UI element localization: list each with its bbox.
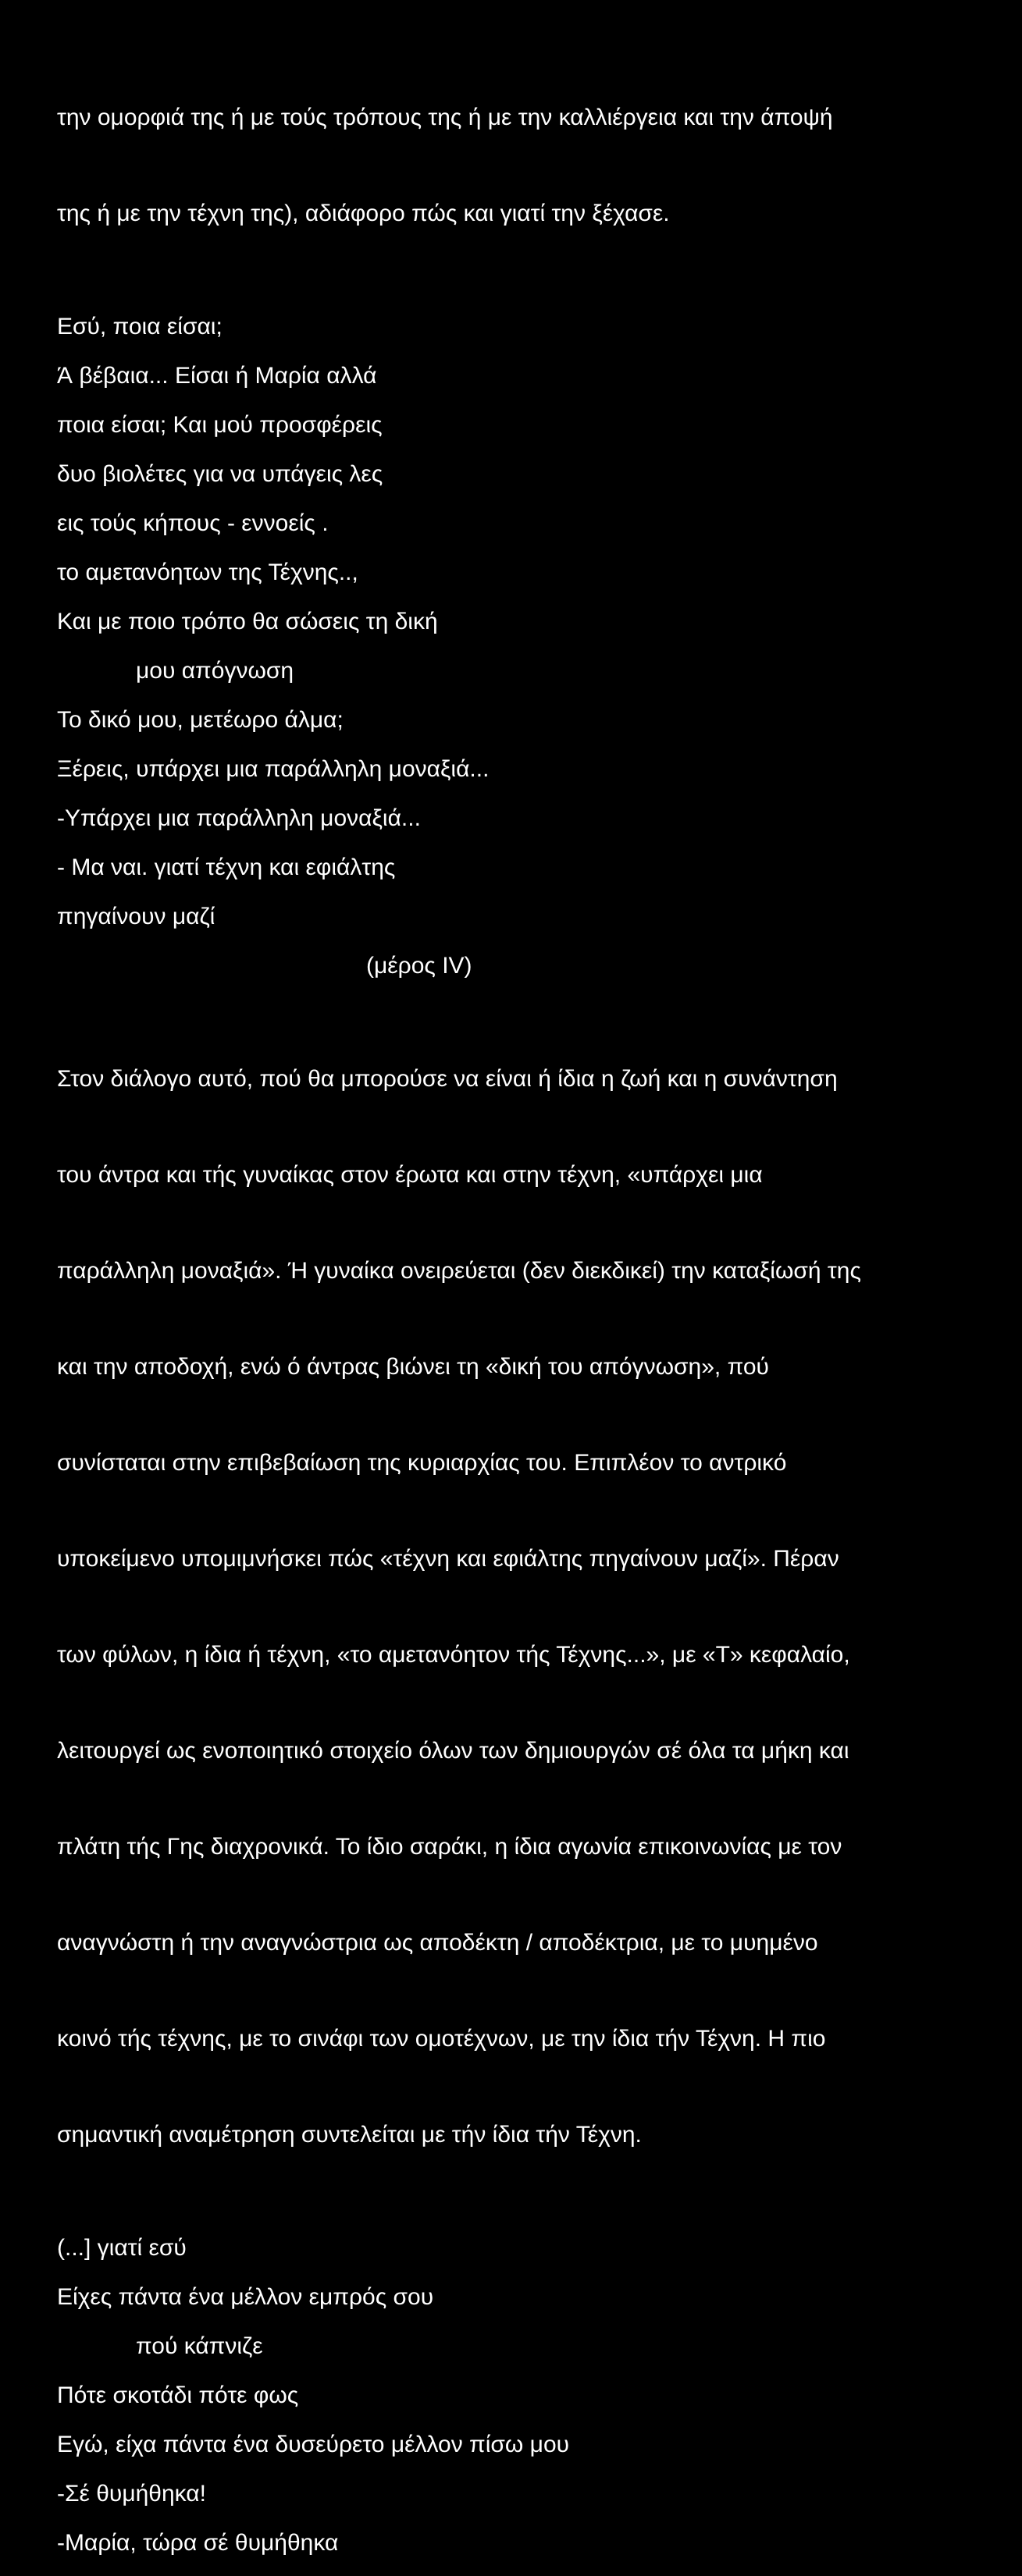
verse-line-indented: μου απόγνωση — [136, 658, 294, 684]
verse-line-indented: πού κάπνιζε — [136, 2333, 263, 2359]
part-caption: (μέρος IV) — [366, 953, 472, 979]
verse-line: (...] γιατί εσύ — [57, 2235, 187, 2261]
verse-line: το αμετανόητων της Τέχνης.., — [57, 560, 358, 585]
verse-line: πηγαίνουν μαζί — [57, 904, 215, 929]
text-line: την ομορφιά της ή με τούς τρόπους της ή με την καλλιέργεια και την άποψή — [57, 105, 833, 130]
poem-excerpt-2 — [57, 2232, 970, 2559]
verse-line: -Υπάρχει μια παράλληλη μοναξιά... — [57, 805, 421, 831]
top-paragraph — [57, 37, 970, 293]
text-line: αναγνώστη ή την αναγνώστρια ως αποδέκτη / αποδέκτρια, με το μυημένο — [57, 1930, 818, 1956]
text-line: συνίσταται στην επιβεβαίωση της κυριαρχίας του. Επιπλέον το αντρικό — [57, 1450, 787, 1476]
text-line: του άντρα και τής γυναίκας στον έρωτα και στην τέχνη, «υπάρχει μια — [57, 1162, 763, 1188]
verse-line: εις τούς κήπους - εννοείς . — [57, 510, 329, 536]
poem-excerpt-1 — [57, 311, 970, 982]
document-page — [57, 37, 970, 2576]
verse-line: Ξέρεις, υπάρχει μια παράλληλη μοναξιά... — [57, 756, 490, 782]
commentary-paragraph — [57, 999, 970, 2215]
text-line: της ή με την τέχνη της), αδιάφορο πώς και γιατί την ξέχασε. — [57, 201, 670, 226]
text-line: σημαντική αναμέτρηση συντελείται με τήν ίδια τήν Τέχνη. — [57, 2122, 642, 2148]
verse-line: Το δικό μου, μετέωρο άλμα; — [57, 707, 344, 733]
verse-line: -Μαρία, τώρα σέ θυμήθηκα — [57, 2530, 339, 2556]
text-line: λειτουργεί ως ενοποιητικό στοιχείο όλων των δημιουργών σέ όλα τα μήκη και — [57, 1738, 849, 1764]
verse-line: Εγώ, είχα πάντα ένα δυσεύρετο μέλλον πίσω μου — [57, 2432, 570, 2457]
verse-line: Πότε σκοτάδι πότε φως — [57, 2382, 299, 2408]
verse-line: ποια είσαι; Και μού προσφέρεις — [57, 412, 383, 438]
verse-line: Είχες πάντα ένα μέλλον εμπρός σου — [57, 2284, 434, 2310]
verse-line: Ά βέβαια... Είσαι ή Μαρία αλλά — [57, 363, 377, 389]
text-line: και την αποδοχή, ενώ ό άντρας βιώνει τη «δική του απόγνωση», πού — [57, 1354, 769, 1380]
verse-line: Και με ποιο τρόπο θα σώσεις τη δική — [57, 609, 438, 634]
text-line: κοινό τής τέχνης, με το σινάφι των ομοτέχνων, με την ίδια τήν Τέχνη. Η πιο — [57, 2026, 826, 2052]
text-line: των φύλων, η ίδια ή τέχνη, «το αμετανόητον τής Τέχνης...», με «Τ» κεφαλαίο, — [57, 1642, 850, 1668]
text-line: πλάτη τής Γης διαχρονικά. Το ίδιο σαράκι, η ίδια αγωνία επικοινωνίας με τον — [57, 1834, 842, 1860]
verse-line: -Σέ θυμήθηκα! — [57, 2481, 206, 2507]
text-line: παράλληλη μοναξιά». Ή γυναίκα ονειρεύεται (δεν διεκδικεί) την καταξίωσή της — [57, 1258, 861, 1284]
text-line: Στον διάλογο αυτό, πού θα μπορούσε να είναι ή ίδια η ζωή και η συνάντηση — [57, 1066, 838, 1092]
verse-line: - Μα ναι. γιατί τέχνη και εφιάλτης — [57, 855, 396, 880]
verse-line: Εσύ, ποια είσαι; — [57, 314, 223, 339]
text-line: υποκείμενο υπομιμνήσκει πώς «τέχνη και εφιάλτης πηγαίνουν μαζί». Πέραν — [57, 1546, 839, 1572]
verse-line: δυο βιολέτες για να υπάγεις λες — [57, 461, 383, 487]
